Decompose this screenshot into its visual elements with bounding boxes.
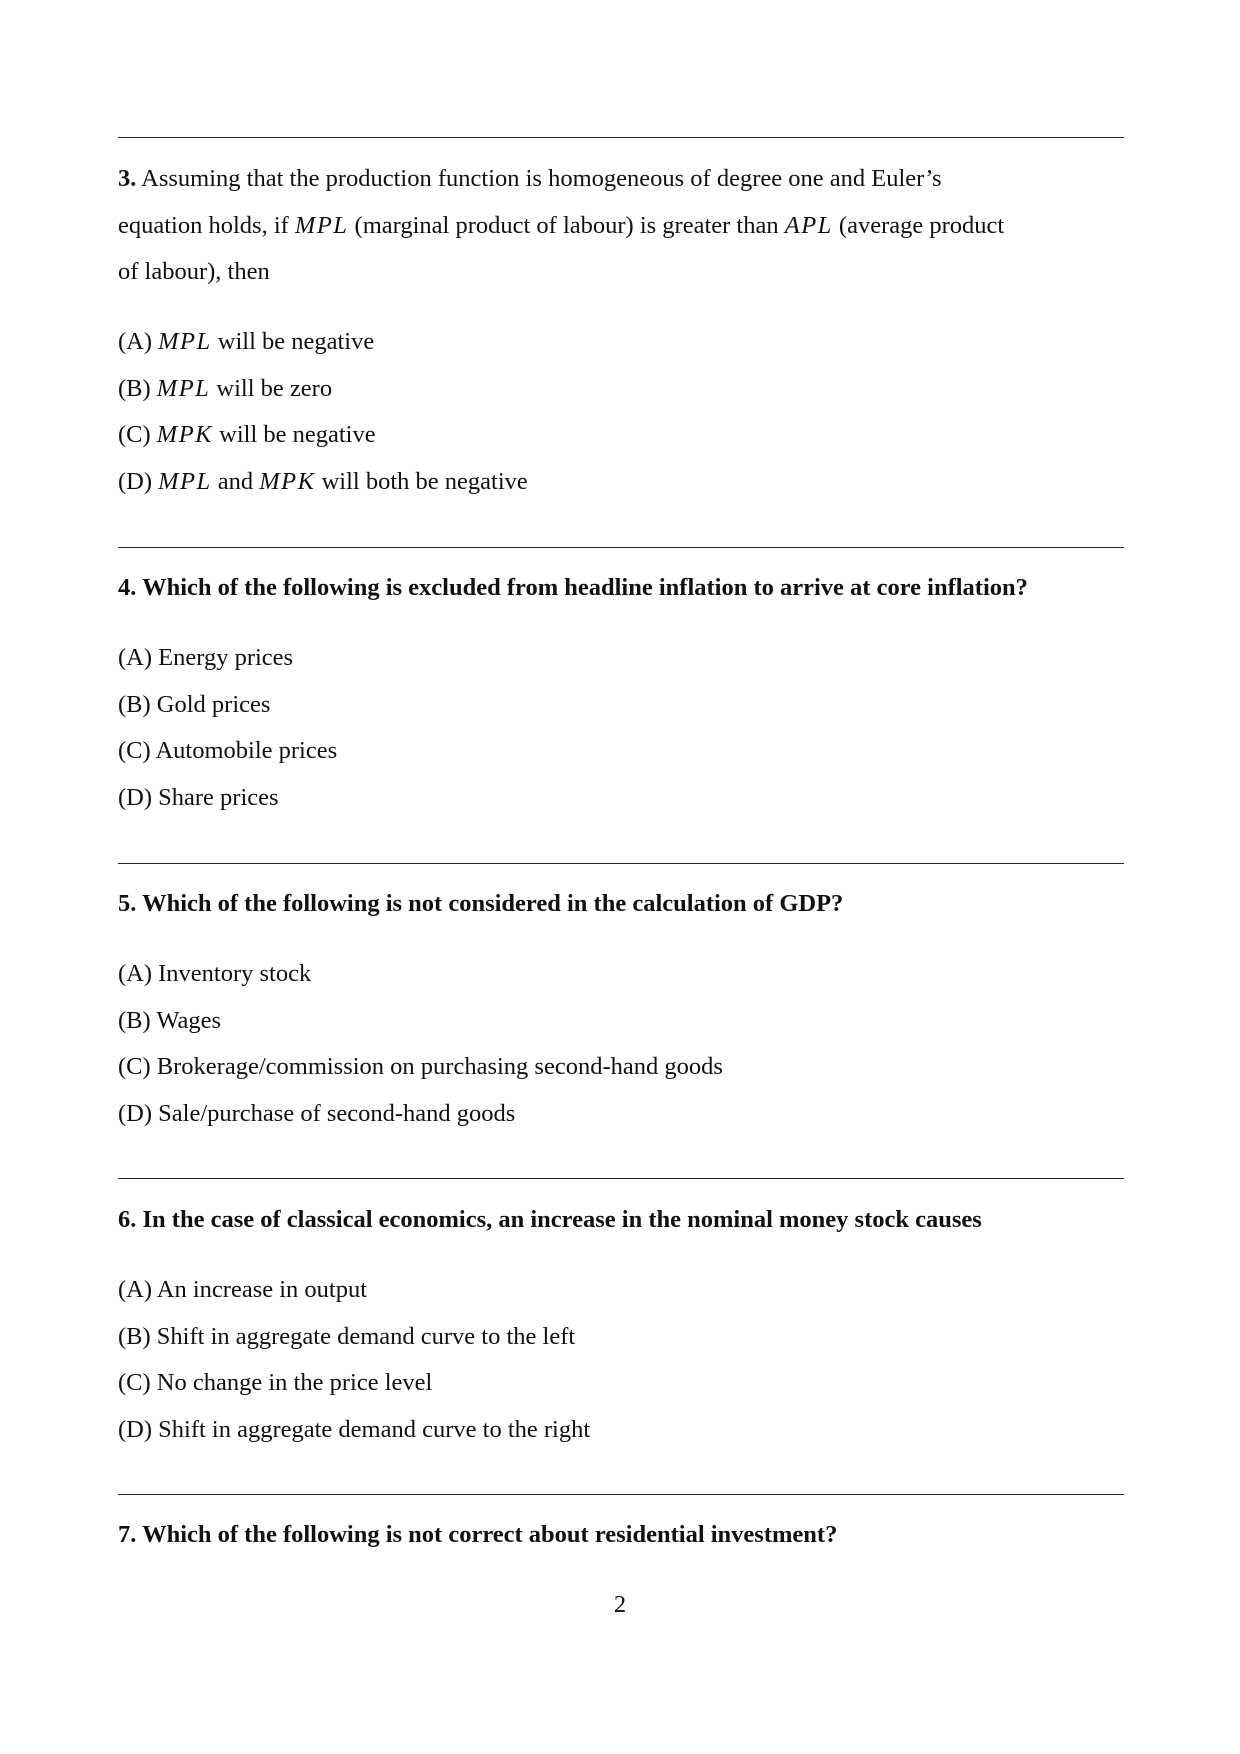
- option-letter: (B): [118, 691, 151, 718]
- option-text: will both be negative: [315, 468, 528, 495]
- question-4-option-d: [118, 786, 279, 811]
- question-3-stem-text: (average product: [832, 212, 1005, 239]
- question-5-option-d: [118, 1102, 515, 1127]
- option-letter: (A): [118, 328, 153, 355]
- question-3-option-a: [118, 330, 374, 355]
- option-letter: (D): [118, 1100, 153, 1127]
- question-4-number: 4.: [118, 574, 137, 601]
- option-text: will be negative: [211, 328, 375, 355]
- question-4-stem: [118, 576, 1028, 601]
- math-variable-mpl: MPL: [294, 212, 349, 239]
- option-text: and: [211, 468, 260, 495]
- math-variable-mpk: MPK: [156, 421, 214, 448]
- option-text: Energy prices: [158, 644, 294, 671]
- question-3-option-c: [118, 423, 376, 448]
- question-5-stem-text: Which of the following is not considered in the calculation of GDP?: [142, 890, 844, 917]
- option-letter: (C): [118, 421, 151, 448]
- math-variable-mpl: MPL: [158, 328, 212, 355]
- option-letter: (B): [118, 1007, 151, 1034]
- option-text: will be zero: [210, 375, 333, 402]
- question-3-stem-line-1: [118, 167, 942, 192]
- question-6-option-c: [118, 1371, 432, 1396]
- question-6-option-b: [118, 1325, 575, 1350]
- math-variable-mpl: MPL: [158, 468, 212, 495]
- math-variable-apl: APL: [784, 212, 833, 239]
- question-3-option-b: [118, 377, 332, 402]
- option-text: Sale/purchase of second-hand goods: [158, 1100, 516, 1127]
- question-6-number: 6.: [118, 1206, 137, 1233]
- option-letter: (D): [118, 784, 153, 811]
- question-3-number: 3.: [118, 165, 137, 192]
- option-letter: (C): [118, 1369, 151, 1396]
- option-text: will be negative: [213, 421, 376, 448]
- question-5-option-a: [118, 962, 311, 987]
- option-text: Gold prices: [156, 691, 271, 718]
- option-letter: (B): [118, 375, 151, 402]
- option-text: Wages: [156, 1007, 222, 1034]
- option-letter: (A): [118, 644, 153, 671]
- option-letter: (D): [118, 1416, 153, 1443]
- option-text: An increase in output: [156, 1276, 368, 1303]
- question-4-separator: [118, 547, 1124, 548]
- question-7-stem: [118, 1523, 837, 1548]
- question-3-stem-line-2: [118, 214, 1004, 239]
- question-3-stem-text: equation holds, if: [118, 212, 295, 239]
- question-4-stem-text: Which of the following is excluded from headline inflation to arrive at core inflation?: [142, 574, 1028, 601]
- question-3-option-d: [118, 470, 528, 495]
- option-letter: (D): [118, 468, 153, 495]
- option-letter: (C): [118, 737, 151, 764]
- question-7-number: 7.: [118, 1521, 137, 1548]
- question-7-separator: [118, 1494, 1124, 1495]
- question-6-stem-text: In the case of classical economics, an increase in the nominal money stock causes: [142, 1206, 982, 1233]
- question-4-option-a: [118, 646, 293, 671]
- math-variable-mpl: MPL: [156, 375, 211, 402]
- question-3-stem-text: (marginal product of labour) is greater than: [348, 212, 785, 239]
- question-5-stem: [118, 892, 843, 917]
- question-6-option-a: [118, 1278, 367, 1303]
- question-6-separator: [118, 1178, 1124, 1179]
- question-3-stem-line-3: [118, 260, 270, 285]
- question-3-separator: [118, 137, 1124, 138]
- question-4-option-b: [118, 693, 270, 718]
- option-text: No change in the price level: [156, 1369, 433, 1396]
- question-6-stem: [118, 1208, 982, 1233]
- question-3-stem-text: Assuming that the production function is homogeneous of degree one and Euler’s: [141, 165, 942, 192]
- question-5-separator: [118, 863, 1124, 864]
- question-6-option-d: [118, 1418, 590, 1443]
- option-text: Shift in aggregate demand curve to the right: [158, 1416, 591, 1443]
- option-text: Inventory stock: [158, 960, 312, 987]
- option-letter: (C): [118, 1053, 151, 1080]
- option-text: Automobile prices: [155, 737, 338, 764]
- option-letter: (A): [118, 960, 153, 987]
- question-7-stem-text: Which of the following is not correct about residential investment?: [142, 1521, 838, 1548]
- question-4-option-c: [118, 739, 337, 764]
- math-variable-mpk: MPK: [259, 468, 316, 495]
- option-text: Brokerage/commission on purchasing second-hand goods: [156, 1053, 723, 1080]
- option-letter: (B): [118, 1323, 151, 1350]
- page-number: 2: [613, 1591, 627, 1618]
- option-text: Shift in aggregate demand curve to the left: [156, 1323, 576, 1350]
- option-text: Share prices: [158, 784, 279, 811]
- option-letter: (A): [118, 1276, 153, 1303]
- question-5-option-b: [118, 1009, 221, 1034]
- question-5-number: 5.: [118, 890, 137, 917]
- question-5-option-c: [118, 1055, 723, 1080]
- question-3-stem-text: of labour), then: [118, 258, 270, 285]
